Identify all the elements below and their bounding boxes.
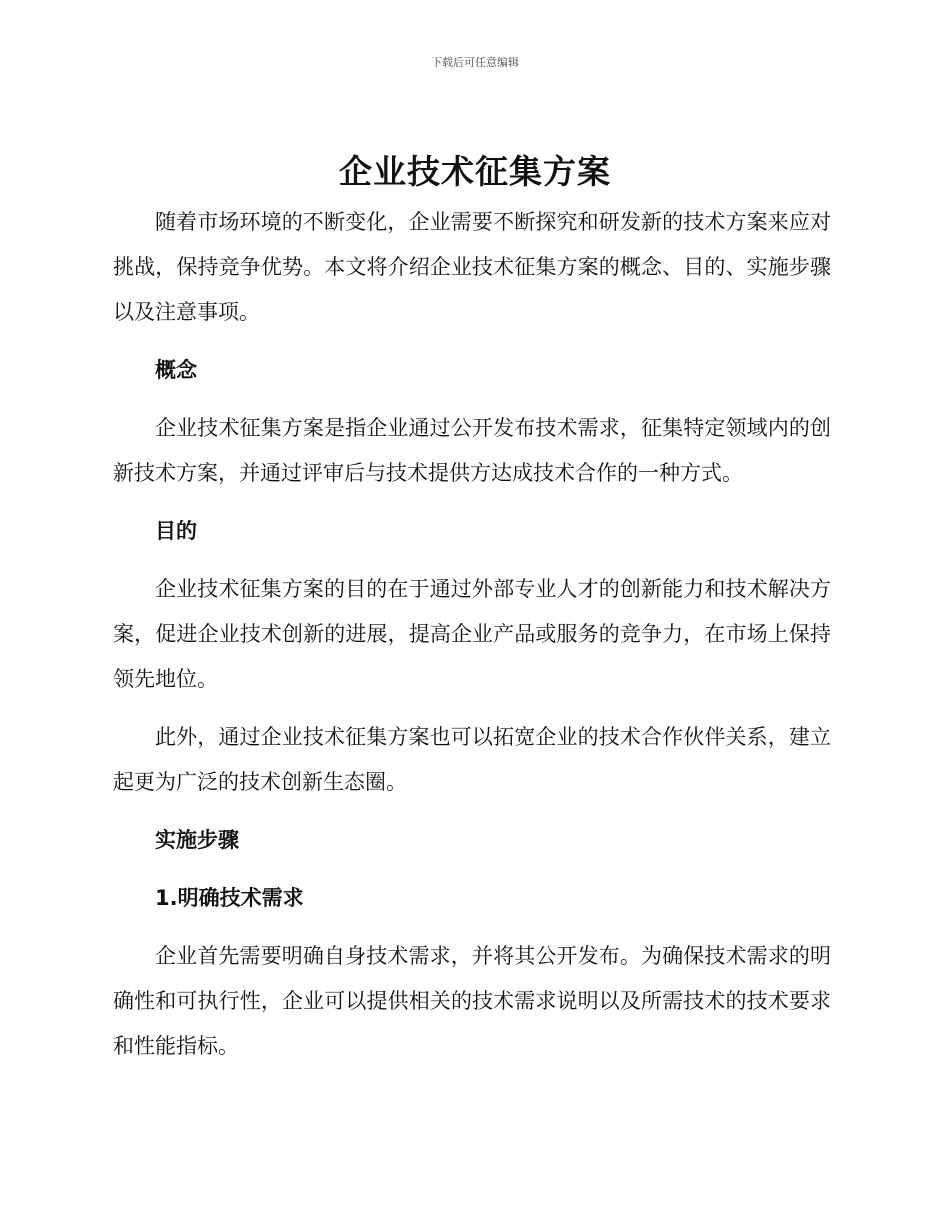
document-body <box>113 200 831 1069</box>
concept-paragraph: 企业技术征集方案是指企业通过公开发布技术需求，征集特定领域内的创新技术方案，并通过评审后与技术提供方达成技术合作的一种方式。 <box>113 416 831 485</box>
document-title: 企业技术征集方案 <box>339 152 611 191</box>
purpose-paragraph-2: 此外，通过企业技术征集方案也可以拓宽企业的技术合作伙伴关系，建立起更为广泛的技术创新生态圈。 <box>113 725 831 794</box>
step-1-paragraph: 企业首先需要明确自身技术需求，并将其公开发布。为确保技术需求的明确性和可执行性，企业可以提供相关的技术需求说明以及所需技术的技术要求和性能指标。 <box>113 944 831 1058</box>
subheading-step-1: 1.明确技术需求 <box>155 886 304 910</box>
section-heading-concept: 概念 <box>155 358 197 382</box>
section-heading-steps: 实施步骤 <box>155 828 239 852</box>
purpose-paragraph: 企业技术征集方案的目的在于通过外部专业人才的创新能力和技术解决方案，促进企业技术创新的进展，提高企业产品或服务的竞争力，在市场上保持领先地位。 <box>113 577 831 691</box>
header-note: 下载后可任意编辑 <box>431 56 519 69</box>
intro-paragraph: 随着市场环境的不断变化，企业需要不断探究和研发新的技术方案来应对挑战，保持竞争优势。本文将介绍企业技术征集方案的概念、目的、实施步骤以及注意事项。 <box>113 210 831 324</box>
section-heading-purpose: 目的 <box>155 519 197 543</box>
